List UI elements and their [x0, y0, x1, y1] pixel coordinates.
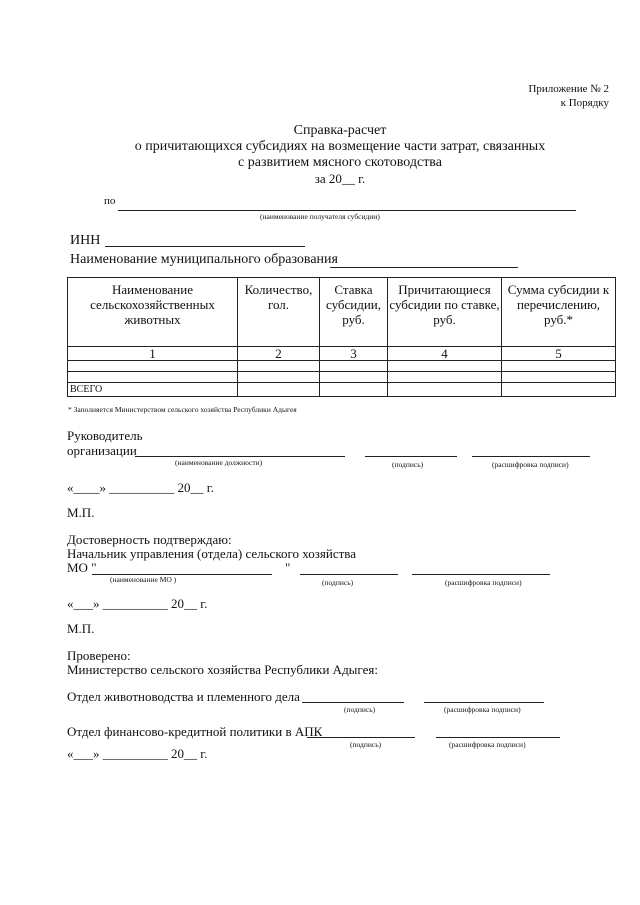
col-number: 2 [238, 347, 320, 361]
confirm-mo-prefix: МО " [67, 560, 97, 575]
check-dept2-label: Отдел финансово-кредитной политики в АПК [67, 724, 323, 739]
check-dept2-signature-field[interactable] [307, 737, 415, 738]
col-header-due: Причитающиеся субсидии по ставке, руб. [388, 278, 502, 347]
check-label-2: Министерство сельского хозяйства Республики Адыгея: [67, 662, 378, 677]
table-cell[interactable] [238, 361, 320, 372]
table-cell[interactable] [238, 372, 320, 383]
check-dept1-decode-field[interactable] [424, 702, 544, 703]
table-cell[interactable] [320, 372, 388, 383]
confirm-caption-signature: (подпись) [322, 578, 354, 587]
municipality-field[interactable] [330, 267, 518, 268]
total-label: ВСЕГО [68, 383, 238, 397]
table-cell[interactable] [388, 372, 502, 383]
col-header-animals: Наименование сельскохозяйственных животных [68, 278, 238, 347]
check-dept2-caption-signature: (подпись) [350, 740, 382, 749]
table-cell[interactable] [388, 383, 502, 397]
head-label-1: Руководитель [67, 428, 143, 443]
check-label-1: Проверено: [67, 648, 131, 663]
inn-label: ИНН [70, 233, 101, 248]
confirm-mo-suffix: " [285, 560, 291, 575]
subsidy-table [67, 277, 616, 397]
table-cell[interactable] [502, 372, 616, 383]
check-dept1-caption-signature: (подпись) [344, 705, 376, 714]
doc-period: за 20__ г. [314, 171, 366, 186]
table-cell[interactable] [68, 372, 238, 383]
head-signature-field[interactable] [365, 456, 457, 457]
col-header-rate: Ставка субсидии, руб. [320, 278, 388, 347]
check-dept1-signature-field[interactable] [302, 702, 404, 703]
table-cell[interactable] [502, 361, 616, 372]
table-cell[interactable] [68, 361, 238, 372]
table-header-row [68, 278, 616, 347]
col-header-transfer: Сумма субсидии к перечислению, руб.* [502, 278, 616, 347]
recipient-caption: (наименование получателя субсидии) [260, 212, 380, 221]
appendix-number: Приложение № 2 [528, 83, 609, 95]
confirm-caption-decode: (расшифровка подписи) [445, 578, 522, 587]
head-caption-decode: (расшифровка подписи) [492, 460, 569, 469]
check-dept1-caption-decode: (расшифровка подписи) [444, 705, 521, 714]
head-position-field[interactable] [135, 456, 345, 457]
table-cell[interactable] [320, 361, 388, 372]
table-row [68, 361, 616, 372]
head-label-2: организации [67, 443, 137, 458]
head-caption-position: (наименование должности) [175, 458, 263, 467]
table-total-row [68, 383, 616, 397]
table-number-row [68, 347, 616, 361]
confirm-label-1: Достоверность подтверждаю: [67, 532, 232, 547]
confirm-label-2: Начальник управления (отдела) сельского хозяйства [67, 546, 357, 561]
col-number: 5 [502, 347, 616, 361]
table-cell[interactable] [320, 383, 388, 397]
doc-subtitle-2: с развитием мясного скотоводства [238, 155, 442, 170]
head-stamp: М.П. [67, 505, 95, 520]
confirm-caption-mo: (наименование МО ) [110, 575, 177, 584]
check-date: «___» __________ 20__ г. [67, 746, 208, 761]
doc-subtitle-1: о причитающихся субсидиях на возмещение части затрат, связанных [134, 139, 546, 154]
recipient-field[interactable] [118, 210, 576, 211]
head-date: «____» __________ 20__ г. [67, 480, 214, 495]
confirm-date: «___» __________ 20__ г. [67, 596, 208, 611]
check-dept1-label: Отдел животноводства и племенного дела [67, 689, 300, 704]
col-number: 4 [388, 347, 502, 361]
table-footnote: * Заполняется Министерством сельского хозяйства Республики Адыгея [68, 405, 297, 414]
doc-title: Справка-расчет [293, 123, 387, 138]
confirm-stamp: М.П. [67, 621, 95, 636]
col-header-quantity: Количество, гол. [238, 278, 320, 347]
appendix-order: к Порядку [560, 97, 609, 109]
check-dept2-decode-field[interactable] [436, 737, 560, 738]
check-dept2-caption-decode: (расшифровка подписи) [449, 740, 526, 749]
confirm-decode-field[interactable] [412, 574, 550, 575]
head-caption-signature: (подпись) [392, 460, 424, 469]
inn-field[interactable] [105, 246, 305, 247]
recipient-prefix: по [104, 195, 116, 207]
table-cell[interactable] [238, 383, 320, 397]
table-row [68, 372, 616, 383]
table-cell[interactable] [388, 361, 502, 372]
table-cell[interactable] [502, 383, 616, 397]
col-number: 1 [68, 347, 238, 361]
confirm-signature-field[interactable] [300, 574, 398, 575]
head-decode-field[interactable] [472, 456, 590, 457]
col-number: 3 [320, 347, 388, 361]
municipality-label: Наименование муниципального образования [70, 252, 338, 267]
